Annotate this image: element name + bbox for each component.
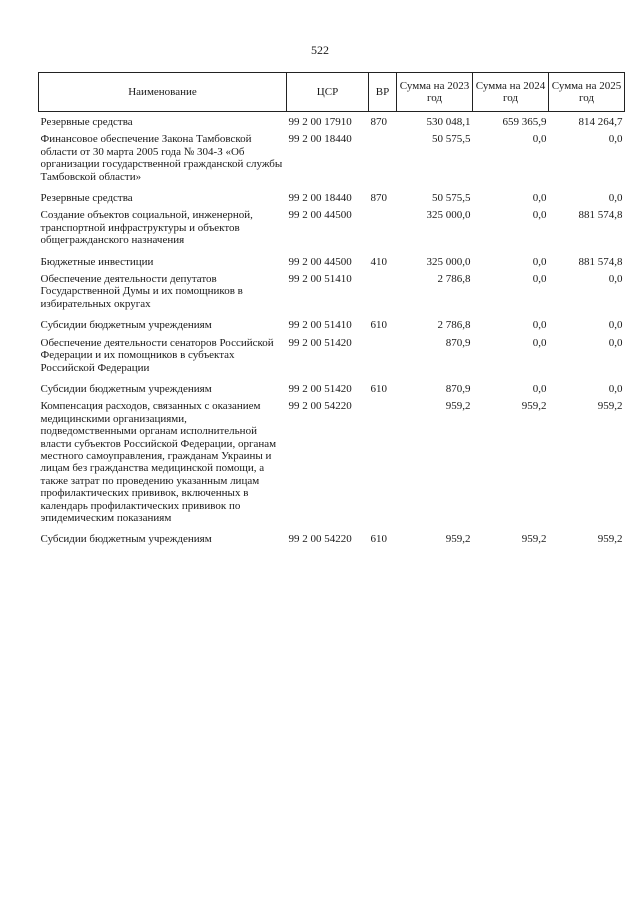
row-sum-2023: 959,2 (445, 400, 471, 413)
row-name: Субсидии бюджетным учреждениям (40, 382, 212, 395)
table-row (39, 112, 625, 132)
table-row (39, 335, 625, 377)
row-vr (369, 131, 397, 186)
row-sum-2024: 0,0 (532, 273, 547, 286)
row-name: Бюджетные инвестиции (40, 255, 154, 268)
header-sum-2025: Сумма на 2025 год (549, 73, 625, 112)
header-vr: ВР (369, 73, 397, 112)
row-sum-2025: 0,0 (608, 273, 623, 286)
row-sum-2025: 814 264,7 (578, 116, 623, 128)
row-sum-2025: 881 574,8 (578, 255, 623, 268)
row-csr: 99 2 00 54220 (288, 400, 352, 413)
row-csr: 99 2 00 54220 (288, 533, 352, 546)
row-sum-2023: 870,9 (445, 336, 471, 349)
row-sum-2025: 0,0 (608, 382, 623, 395)
table-row (39, 398, 625, 527)
row-sum-2024: 0,0 (532, 382, 547, 395)
row-csr: 99 2 00 44500 (288, 255, 352, 268)
row-vr (369, 271, 397, 313)
row-sum-2023: 530 048,1 (426, 116, 471, 128)
row-sum-2024: 659 365,9 (502, 116, 547, 128)
row-sum-2023: 325 000,0 (426, 255, 471, 268)
row-csr: 99 2 00 51420 (288, 382, 352, 395)
row-sum-2023: 325 000,0 (426, 209, 471, 222)
header-sum-2024: Сумма на 2024 год (473, 73, 549, 112)
row-sum-2025: 0,0 (608, 133, 623, 146)
row-sum-2024: 0,0 (532, 192, 547, 205)
row-vr: 410 (370, 255, 387, 268)
row-sum-2023: 50 575,5 (432, 192, 471, 205)
row-sum-2025: 0,0 (608, 319, 623, 332)
row-vr: 870 (370, 192, 387, 205)
table-row (39, 186, 625, 207)
row-csr: 99 2 00 44500 (288, 209, 352, 222)
row-vr: 870 (370, 116, 387, 128)
table-row (39, 527, 625, 548)
row-name: Субсидии бюджетным учреждениям (40, 533, 212, 546)
row-sum-2025: 0,0 (608, 336, 623, 349)
table-row (39, 131, 625, 186)
row-vr: 610 (370, 319, 387, 332)
row-vr (369, 398, 397, 527)
row-sum-2024: 0,0 (532, 255, 547, 268)
row-sum-2024: 959,2 (521, 400, 547, 413)
row-sum-2024: 0,0 (532, 319, 547, 332)
row-name: Компенсация расходов, связанных с оказанием медицинскими организациями, подведомственными органам исполнительной власти субъектов Российской Федерации, органам местного самоуправления, гражданам Украины и лицам без гражданства медицинской помощи, а также затрат по проведению указанным лицам профилактических прививок, включенных в календарь профилактических прививок по эпидемическим показаниям (40, 400, 277, 524)
row-vr: 610 (370, 382, 387, 395)
row-sum-2023: 959,2 (445, 533, 471, 546)
row-sum-2023: 2 786,8 (437, 273, 471, 286)
row-csr: 99 2 00 51410 (288, 319, 352, 332)
table-body (39, 112, 625, 549)
row-csr: 99 2 00 17910 (288, 116, 352, 128)
row-sum-2023: 2 786,8 (437, 319, 471, 332)
row-name: Обеспечение деятельности сенаторов Российской Федерации и их помощников в субъектах Российской Федерации (40, 336, 274, 374)
row-csr: 99 2 00 18440 (288, 192, 352, 205)
row-sum-2025: 881 574,8 (578, 209, 623, 222)
table-row (39, 207, 625, 249)
table-row (39, 313, 625, 334)
row-name: Резервные средства (40, 116, 133, 128)
row-sum-2025: 959,2 (597, 400, 623, 413)
row-name: Резервные средства (40, 192, 133, 205)
row-sum-2024: 0,0 (532, 133, 547, 146)
row-csr: 99 2 00 18440 (288, 133, 352, 146)
table-row (39, 377, 625, 398)
row-vr: 610 (370, 533, 387, 546)
row-sum-2024: 959,2 (521, 533, 547, 546)
row-csr: 99 2 00 51410 (288, 273, 352, 286)
row-name: Обеспечение деятельности депутатов Государственной Думы и их помощников в избирательных округах (40, 273, 243, 310)
page-number: 522 (311, 43, 329, 57)
table-row (39, 250, 625, 271)
row-sum-2024: 0,0 (532, 336, 547, 349)
header-name: Наименование (39, 73, 287, 112)
header-sum-2023: Сумма на 2023 год (397, 73, 473, 112)
row-sum-2023: 870,9 (445, 382, 471, 395)
table-header (39, 73, 625, 112)
row-name: Финансовое обеспечение Закона Тамбовской области от 30 марта 2005 года № 304-З «Об организации государственной гражданской службы Тамбовской области» (40, 133, 283, 183)
row-sum-2023: 50 575,5 (432, 133, 471, 146)
row-sum-2025: 959,2 (597, 533, 623, 546)
row-sum-2025: 0,0 (608, 192, 623, 205)
row-csr: 99 2 00 51420 (288, 336, 352, 349)
row-vr (369, 335, 397, 377)
header-csr: ЦСР (287, 73, 369, 112)
row-name: Субсидии бюджетным учреждениям (40, 319, 212, 332)
row-sum-2024: 0,0 (532, 209, 547, 222)
row-vr (369, 207, 397, 249)
table-row (39, 271, 625, 313)
row-name: Создание объектов социальной, инженерной, транспортной инфраструктуры и объектов общегражданского назначения (40, 209, 253, 247)
budget-table (38, 72, 625, 549)
